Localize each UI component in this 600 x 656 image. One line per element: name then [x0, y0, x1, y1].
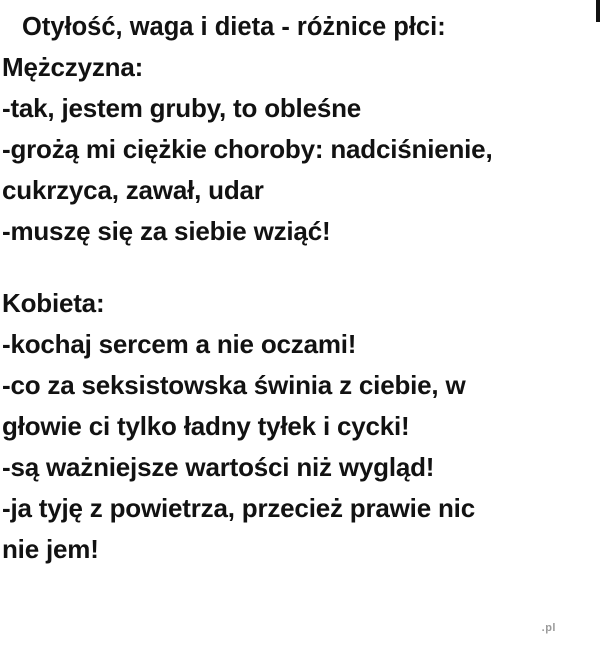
section-male-line-3: cukrzyca, zawał, udar [2, 175, 264, 205]
section-female-line-6: nie jem! [2, 534, 99, 564]
section-female-line-1: -kochaj sercem a nie oczami! [2, 329, 357, 359]
section-male [2, 46, 600, 252]
section-female [2, 282, 600, 570]
section-female-heading: Kobieta: [2, 288, 105, 318]
watermark: .pl [541, 622, 556, 634]
section-male-line-4: -muszę się za siebie wziąć! [2, 216, 331, 246]
section-male-line-2: -grożą mi ciężkie choroby: nadciśnienie, [2, 134, 493, 164]
section-divider [2, 252, 600, 282]
section-male-line-1: -tak, jestem gruby, to obleśne [2, 93, 362, 123]
meme-title: Otyłość, waga i dieta - różnice płci: [22, 13, 446, 41]
meme-body [0, 46, 600, 570]
edge-marker [596, 0, 600, 22]
section-female-line-4: -są ważniejsze wartości niż wygląd! [2, 452, 435, 482]
section-male-heading: Mężczyzna: [2, 52, 144, 82]
section-female-line-3: głowie ci tylko ładny tyłek i cycki! [2, 411, 410, 441]
section-female-line-5: -ja tyję z powietrza, przecież prawie nic [2, 493, 475, 523]
section-female-line-2: -co za seksistowska świnia z ciebie, w [2, 370, 466, 400]
